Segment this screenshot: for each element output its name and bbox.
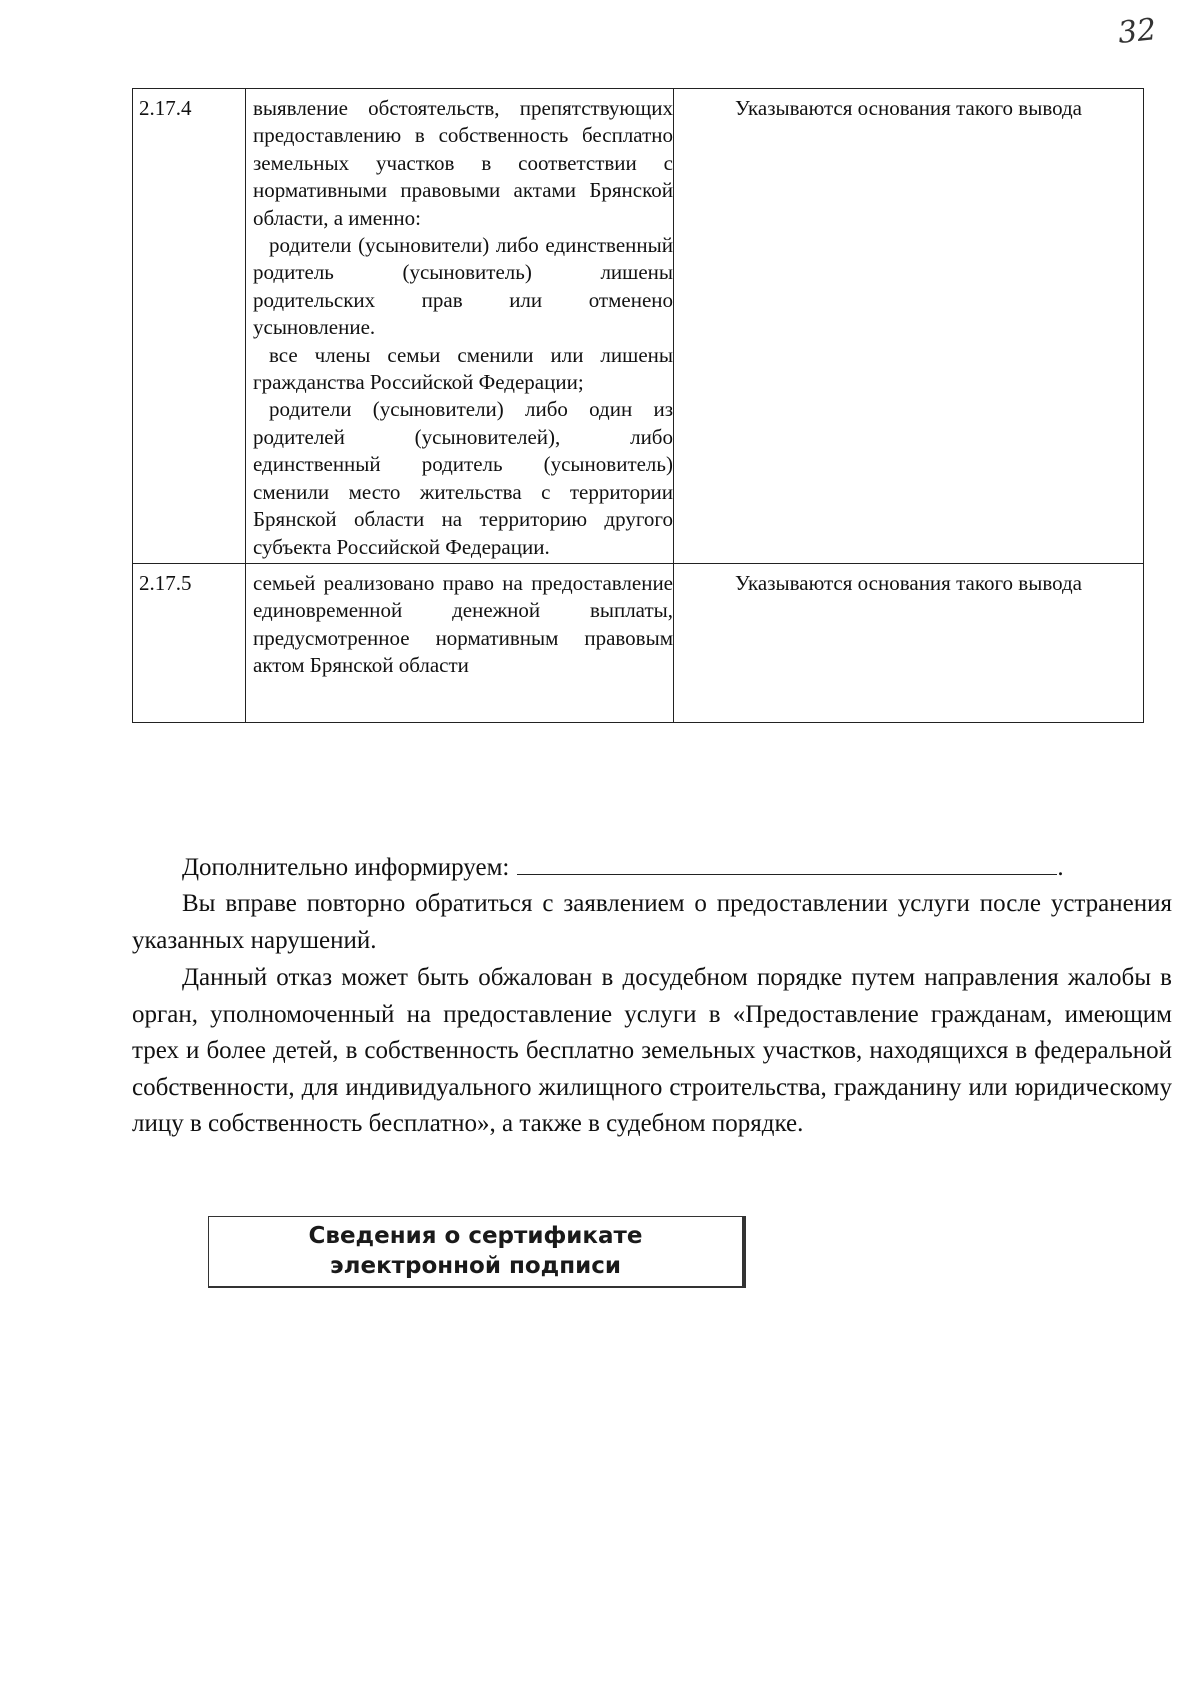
row-description-cell <box>246 89 674 564</box>
refusal-grounds-table <box>132 88 1144 723</box>
description-paragraph: родители (усыновители) либо единственный родитель (усыновитель) лишены родительских прав или отменено усыновление. <box>253 233 673 340</box>
row-note-cell: Указываются основания такого вывода <box>674 89 1144 564</box>
reapply-text: Вы вправе повторно обратиться с заявлением о предоставлении услуги после устранения указанных нарушений. <box>132 890 1172 954</box>
certificate-box-line2: электронной подписи <box>329 1253 621 1279</box>
description-paragraph: все члены семьи сменили или лишены гражданства Российской Федерации; <box>253 342 673 395</box>
row-note-cell: Указываются основания такого вывода <box>674 563 1144 722</box>
description-paragraph: родители (усыновители) либо один из родителей (усыновителей), либо единственный родитель (усыновитель) сменили место жительства с территории Брянской области на территорию другого субъекта Российской Федерации. <box>253 397 673 559</box>
additional-info-line <box>132 848 1172 887</box>
certificate-box-line1: Сведения о сертификате <box>308 1223 643 1249</box>
reapply-paragraph <box>132 886 1172 959</box>
row-description-cell <box>246 563 674 722</box>
complaint-paragraph <box>132 960 1172 1143</box>
description-paragraph: семьей реализовано право на предоставление единовременной денежной выплаты, предусмотренное нормативным правовым актом Брянской области <box>253 570 673 678</box>
page-number: 32 <box>1116 12 1158 51</box>
table-row <box>133 89 1144 564</box>
description-paragraph: выявление обстоятельств, препятствующих предоставлению в собственность бесплатно земельных участков в соответствии с нормативными правовыми актами Брянской области, а именно: <box>253 96 673 230</box>
additional-info-blank <box>517 848 1057 875</box>
additional-info-label: Дополнительно информируем: <box>182 854 510 881</box>
signature-certificate-box <box>208 1216 746 1288</box>
row-number-cell: 2.17.4 <box>133 89 246 564</box>
row-number-cell: 2.17.5 <box>133 563 246 722</box>
complaint-text: Данный отказ может быть обжалован в досудебном порядке путем направления жалобы в орган, уполномоченный на предоставление услуги в «Предоставление гражданам, имеющим трех и более детей, в собственность бесплатно земельных участков, находящихся в федеральной собственности, для индивидуального жилищного строительства, гражданину или юридическому лицу в собственность бесплатно», а также в судебном порядке. <box>132 964 1172 1137</box>
additional-info-end: . <box>1057 854 1064 881</box>
table-row <box>133 563 1144 722</box>
